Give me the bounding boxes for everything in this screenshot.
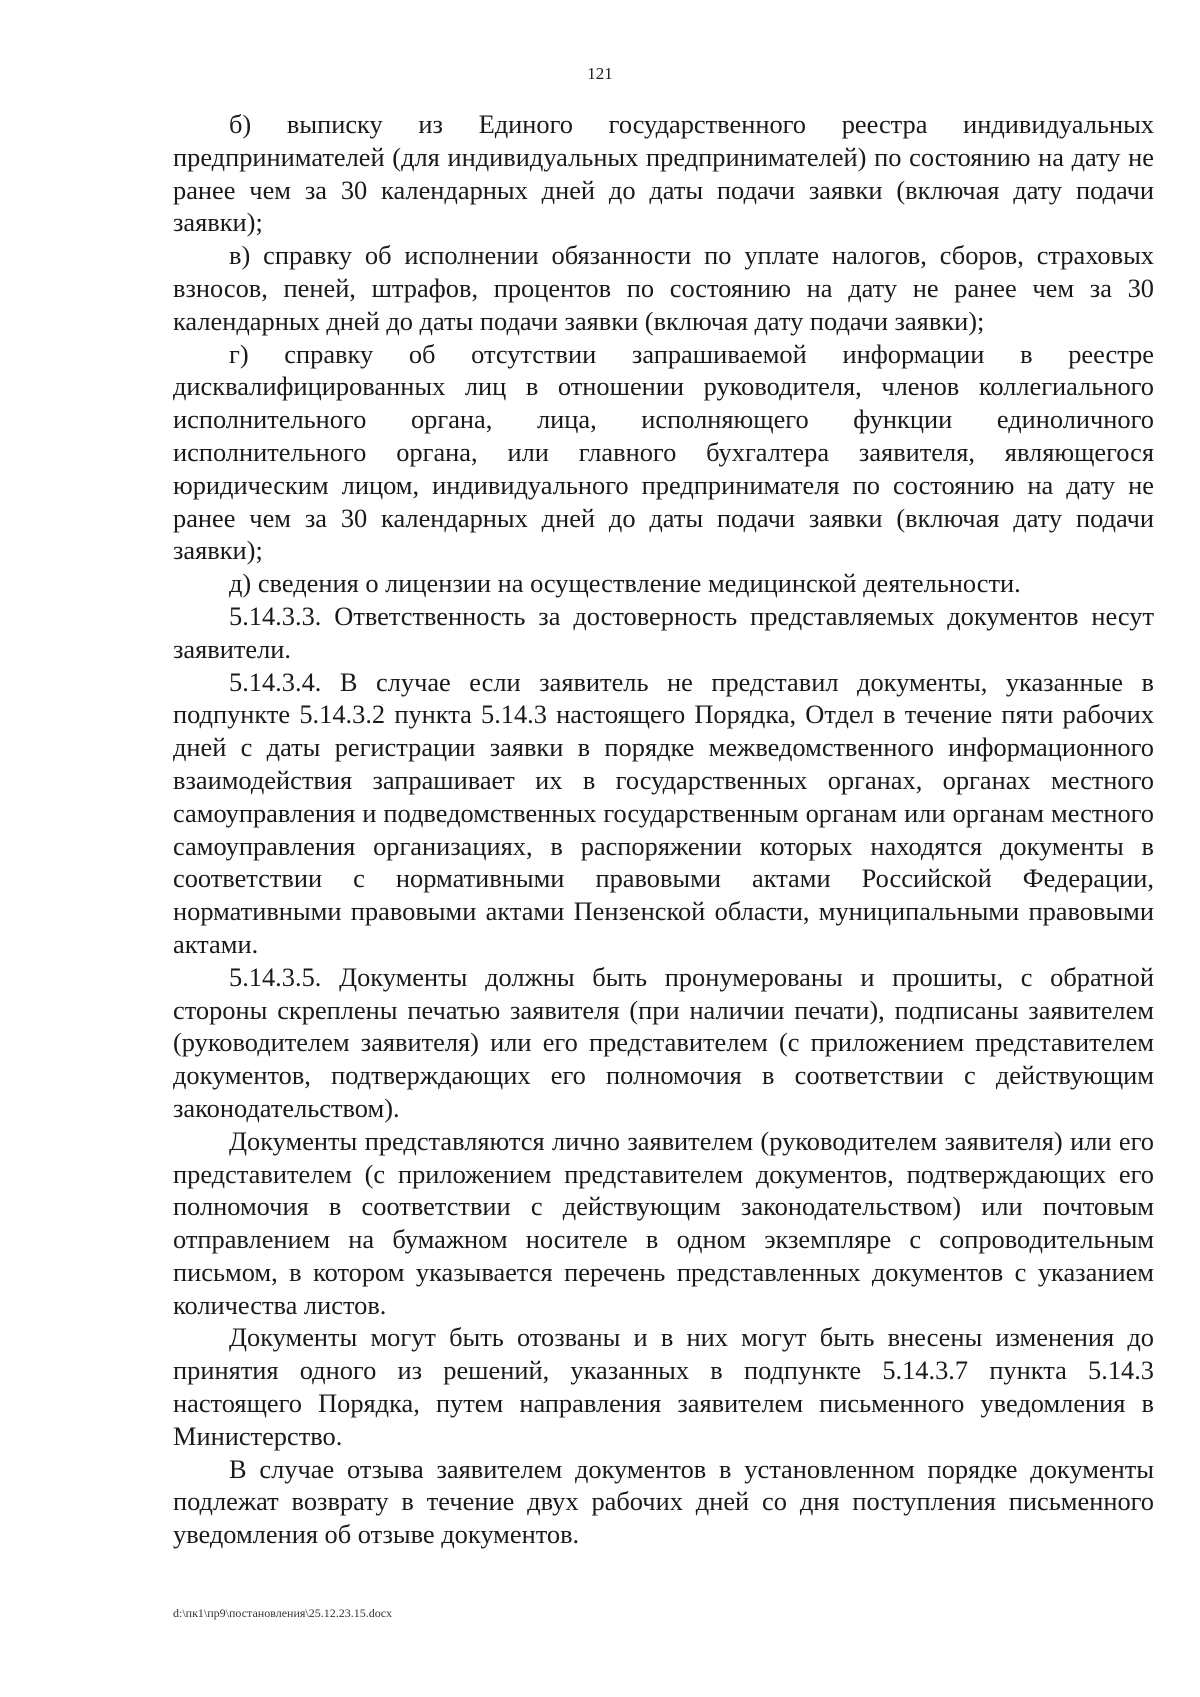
page-number: 121 xyxy=(587,64,613,83)
paragraph-withdrawal: Документы могут быть отозваны и в них могут быть внесены изменения до принятия одного из решений, указанных в подпункте 5.14.3.7 пункта 5.14.3 настоящего Порядка, путем направления заявителем письменного уведомления в Министерство. xyxy=(173,1322,1154,1451)
footer-file-path: d:\пк1\пр9\постановления\25.12.23.15.docx xyxy=(173,1606,393,1620)
paragraph-5-14-3-3: 5.14.3.3. Ответственность за достоверность представляемых документов несут заявители. xyxy=(173,600,1154,664)
paragraph-g: г) справку об отсутствии запрашиваемой информации в реестре дисквалифицированных лиц в отношении руководителя, членов коллегиального исполнительного органа, лица, исполняющего функции единоличного исполнительного органа, или главного бухгалтера заявителя, являющегося юридическим лицом, индивидуального предпринимателя по состоянию на дату не ранее чем за 30 календарных дней до даты подачи заявки (включая дату подачи заявки); xyxy=(173,338,1154,566)
paragraph-5-14-3-4: 5.14.3.4. В случае если заявитель не представил документы, указанные в подпункте 5.14.3.2 пункта 5.14.3 настоящего Порядка, Отдел в течение пяти рабочих дней с даты регистрации заявки в порядке межведомственного информационного взаимодействия запрашивает их в государственных органах, органах местного самоуправления и подведомственных государственным органам или органам местного самоуправления организациях, в распоряжении которых находятся документы в соответствии с нормативными правовыми актами Российской Федерации, нормативными правовыми актами Пензенской области, муниципальными правовыми актами. xyxy=(173,666,1154,959)
paragraph-v: в) справку об исполнении обязанности по уплате налогов, сборов, страховых взносов, пеней, штрафов, процентов по состоянию на дату не ранее чем за 30 календарных дней до даты подачи заявки (включая дату подачи заявки); xyxy=(173,240,1154,336)
document-body xyxy=(173,108,1154,1551)
paragraph-5-14-3-5: 5.14.3.5. Документы должны быть пронумерованы и прошиты, с обратной стороны скреплены печатью заявителя (при наличии печати), подписаны заявителем (руководителем заявителя) или его представителем (с приложением представителем документов, подтверждающих его полномочия в соответствии с действующим законодательством). xyxy=(173,961,1154,1123)
paragraph-submission: Документы представляются лично заявителем (руководителем заявителя) или его представителем (с приложением представителем документов, подтверждающих его полномочия в соответствии с действующим законодательством) или почтовым отправлением на бумажном носителе в одном экземпляре с сопроводительным письмом, в котором указывается перечень представленных документов с указанием количества листов. xyxy=(173,1125,1154,1320)
paragraph-b: б) выписку из Единого государственного реестра индивидуальных предпринимателей (для индивидуальных предпринимателей) по состоянию на дату не ранее чем за 30 календарных дней до даты подачи заявки (включая дату подачи заявки); xyxy=(173,109,1154,238)
paragraph-d: д) сведения о лицензии на осуществление медицинской деятельности. xyxy=(229,568,1021,599)
paragraph-return: В случае отзыва заявителем документов в установленном порядке документы подлежат возврату в течение двух рабочих дней со дня поступления письменного уведомления об отзыве документов. xyxy=(173,1453,1154,1550)
